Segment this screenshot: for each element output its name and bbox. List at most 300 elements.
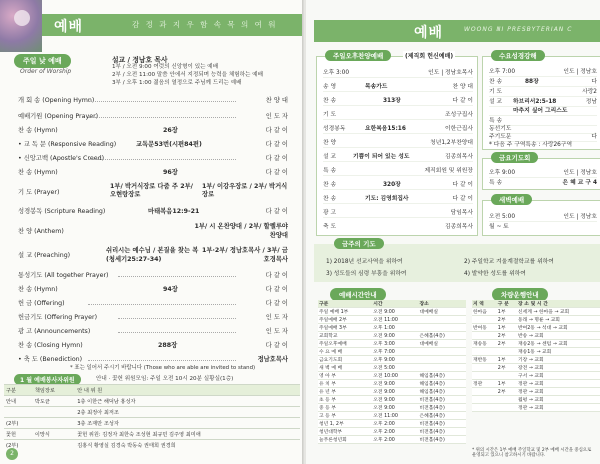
row-detail: 313장 — [383, 98, 401, 104]
table-cell: 은혜홀(4층) — [419, 332, 466, 340]
order-row — [18, 167, 288, 177]
order-label: 주일 낮 예배 — [14, 54, 71, 68]
table-cell: 영 아 부 — [318, 372, 372, 380]
table-cell: 청년 1, 2부 — [318, 420, 372, 428]
table-cell: 오전 9:00 — [372, 404, 418, 412]
order-item: 광 고 (Announcements) — [18, 328, 91, 335]
left-header — [42, 14, 304, 36]
order-person: 1부/ 이강우장로 / 2부/ 박거식장로 — [202, 183, 288, 198]
table-cell: 새 벽 예 배 — [318, 364, 372, 372]
row-key: 오후 7:00 — [489, 69, 516, 75]
table-cell: 금요기도회 — [318, 356, 372, 364]
row-person: 은 혜 교 구 4 — [562, 180, 597, 186]
table-cell: 청년대학부 — [318, 428, 372, 436]
table-row — [318, 372, 466, 380]
table-cell: 비전홀(4층) — [419, 428, 466, 436]
order-item: 찬 송 (Hymn) — [18, 286, 58, 293]
order-item: 통성기도 (All together Prayer) — [18, 272, 109, 279]
service-row — [489, 221, 597, 231]
table-cell: 교회학교 — [318, 332, 372, 340]
order-label-en: Order of Worship — [20, 68, 72, 75]
table-row — [318, 436, 466, 444]
table-head-cell: 안 내 위 원 — [75, 385, 300, 396]
table-cell: 2부 — [497, 340, 517, 348]
table-cell: 주일오후예배 — [318, 340, 372, 348]
row-person: 다 같 이 — [452, 98, 473, 104]
table-cell: 기장 → 교회 — [517, 356, 600, 364]
table-cell: 오후 1:00 — [372, 324, 418, 332]
table-cell: 1부 — [497, 324, 517, 332]
order-row — [18, 125, 288, 135]
table-cell: 월평 → 교회 — [517, 396, 600, 404]
table-cell — [472, 388, 497, 396]
prayer-item: 4) 발약한 성도를 위하여 — [464, 271, 526, 277]
table-row — [472, 388, 600, 396]
prayer-item: 1) 2018년 선교사역을 위하여 — [326, 259, 403, 265]
service-line-2: 2부 / 오전 11:00 말씀 안에서 지정되며 능력을 체험하는 예배 — [112, 72, 264, 78]
table-cell: 오전 9:00 — [372, 396, 418, 404]
order-item: 예배기원 (Opening Prayer) — [18, 113, 99, 120]
row-detail: 88장 — [525, 79, 539, 85]
table-cell: 오전 11:00 — [372, 412, 418, 420]
table-row — [4, 429, 300, 440]
service-row — [323, 179, 473, 190]
dawn-label: 새벽예배 — [491, 194, 532, 205]
order-row — [18, 284, 288, 294]
service-row — [323, 207, 473, 218]
table-cell: 정관 → 교회 — [517, 380, 600, 388]
table-header-row — [318, 300, 466, 308]
order-item: 찬 송 (Hymn) — [18, 169, 58, 176]
dawn-box — [482, 196, 600, 236]
table-cell — [33, 440, 75, 451]
table-cell: 유 치 부 — [318, 380, 372, 388]
order-person: 정남호목사 — [257, 356, 288, 363]
row-key: 찬 송 — [323, 196, 337, 202]
volunteer-note: 안내 · 꽃헌 위원모임: 주일 오전 10시 20분 실황실(1층) — [96, 376, 234, 382]
table-head-cell: 구 분 — [497, 300, 517, 308]
table-cell: 해임홀(4층) — [419, 380, 466, 388]
table-row — [318, 364, 466, 372]
table-cell — [4, 407, 33, 418]
service-line-3: 3부 / 오후 1:00 젊음의 열정으로 주님께 드리는 예배 — [112, 80, 242, 86]
table-row — [318, 332, 466, 340]
row-key: * 다음 주 구역특송 : 사랑26구역 — [489, 142, 573, 148]
table-cell: 오후 9:00 — [372, 356, 418, 364]
table-cell: 2부 — [497, 316, 517, 324]
table-cell: 늘푸른청년회 — [318, 436, 372, 444]
row-key: 성경봉독 — [323, 126, 346, 132]
table-cell: 중 등 부 — [318, 404, 372, 412]
table-cell — [472, 396, 497, 404]
table-cell — [419, 364, 466, 372]
table-cell: 오후 2:00 — [372, 420, 418, 428]
table-row — [472, 396, 600, 404]
row-key: 찬 양 — [323, 140, 337, 146]
order-person: 1부·2부/ 정남호목사 / 3부/ 금호경목사 — [202, 247, 288, 263]
order-row — [18, 326, 288, 336]
table-cell: 초 등 부 — [318, 396, 372, 404]
row-person: 청년1,2부찬양대 — [430, 140, 473, 146]
service-row — [323, 109, 473, 120]
row-person: 제직회원 및 위원장 — [424, 168, 473, 174]
row-person: 담임목사 — [450, 210, 473, 216]
schedule-table — [318, 300, 466, 444]
order-detail: 288장 — [158, 342, 178, 349]
table-head-cell: 시간 — [372, 300, 418, 308]
prayer-box — [314, 240, 600, 282]
row-person: 김종희목사 — [445, 154, 473, 160]
row-person: 인도 | 정남호 — [563, 170, 597, 176]
table-cell: 비전홀(4층) — [419, 396, 466, 404]
order-person: 다 같 이 — [265, 155, 288, 162]
order-row — [18, 183, 288, 203]
row-key: 동선기도 — [489, 126, 512, 132]
left-header-title: 예배 — [54, 19, 84, 35]
table-cell: 오전 9:00 — [372, 388, 418, 396]
table-cell: 은혜홀(4층) — [419, 412, 466, 420]
row-key: 특 송 — [489, 180, 503, 186]
row-person: 다 — [591, 79, 597, 85]
row-person: 인도 | 정남호 — [563, 69, 597, 75]
service-row — [323, 221, 473, 231]
table-head-cell: 장소 — [419, 300, 466, 308]
friday-label: 금요기도회 — [491, 152, 538, 163]
table-cell: 오전 9:00 — [372, 332, 418, 340]
table-head-cell: 책임장로 — [33, 385, 75, 396]
order-person: 인 도 자 — [265, 314, 288, 321]
table-cell — [419, 356, 466, 364]
row-detail: 요한복음15:16 — [365, 126, 406, 132]
order-person: 다 같 이 — [265, 127, 288, 134]
service-row — [489, 177, 597, 187]
table-cell — [472, 332, 497, 340]
table-cell — [33, 418, 75, 429]
right-header-title: 예배 — [414, 25, 444, 41]
table-cell: 박도균 — [33, 396, 75, 407]
table-row — [4, 418, 300, 429]
service-row — [323, 165, 473, 176]
table-cell: 재송동 — [472, 340, 497, 348]
order-detail: 마태복음12:9-21 — [148, 208, 200, 215]
order-person: 다 같 이 — [265, 208, 288, 215]
order-row — [18, 340, 288, 350]
prayer-label: 금주의 기도 — [334, 238, 384, 249]
table-row — [318, 316, 466, 324]
order-row — [18, 206, 288, 216]
table-cell: 비전홀(4층) — [419, 404, 466, 412]
row-key: 찬 송 — [323, 182, 337, 188]
table-cell: 장전 → 교회 — [517, 364, 600, 372]
table-cell: 주일예배 3부 — [318, 324, 372, 332]
table-header-row — [472, 300, 600, 308]
table-cell: 이망식 — [33, 429, 75, 440]
table-head-cell: 구분 — [318, 300, 372, 308]
table-cell — [419, 316, 466, 324]
table-row — [318, 412, 466, 420]
table-cell — [497, 348, 517, 356]
table-cell: 반여동 — [472, 324, 497, 332]
table-cell — [472, 348, 497, 356]
table-row — [318, 308, 466, 316]
table-row — [472, 364, 600, 372]
order-detail: 96장 — [163, 169, 178, 176]
table-cell: 1부 — [497, 356, 517, 364]
table-row — [318, 340, 466, 348]
table-cell: 해임홀(4층) — [419, 388, 466, 396]
row-person: 조성구집사 — [445, 112, 473, 118]
table-row — [472, 348, 600, 356]
row-person: 김종희목사 — [445, 224, 473, 230]
left-header-subtitle: 감 정 과 지 우 함 속 목 의 여 워 — [132, 20, 278, 29]
order-row — [18, 270, 288, 280]
sermon-head: 설교 / 정남호 목사 — [112, 56, 168, 64]
right-header — [314, 20, 600, 42]
row-key: 축 도 — [323, 224, 337, 230]
table-cell: 1부 — [497, 380, 517, 388]
wednesday-label: 수요성경강해 — [491, 50, 545, 61]
ministry-label: 차량운행안내 — [492, 288, 548, 301]
table-cell: 안내 — [4, 396, 33, 407]
table-row — [318, 388, 466, 396]
order-row — [18, 139, 288, 149]
order-detail: 26장 — [163, 127, 178, 134]
evening-service-box — [316, 52, 478, 236]
row-key: 기 도 — [323, 112, 337, 118]
page-number: 2 — [6, 448, 18, 460]
row-person: 다 — [591, 134, 597, 140]
table-cell: 2부 — [497, 388, 517, 396]
table-cell: 재반동 — [472, 356, 497, 364]
order-row — [18, 222, 288, 242]
row-person: 찬 양 대 — [452, 84, 473, 90]
order-person: 인 도 자 — [265, 113, 288, 120]
table-row — [318, 324, 466, 332]
table-cell: 고 등 부 — [318, 412, 372, 420]
row-key: 기 도 — [489, 89, 503, 95]
table-cell: 주일예배 2부 — [318, 316, 372, 324]
order-detail: 쉬리시는 예수님 / 본질을 찾는 복 (청세기25:27-34) — [106, 247, 199, 263]
order-item: • 교 독 문 (Responsive Reading) — [18, 141, 117, 148]
table-row — [318, 404, 466, 412]
table-cell: 오전 9:00 — [372, 308, 418, 316]
table-cell: 2부 — [497, 332, 517, 340]
table-row — [472, 356, 600, 364]
volunteer-table — [4, 384, 300, 450]
table-cell: 주일 예배 1부 — [318, 308, 372, 316]
schedule-label: 예배시간안내 — [330, 288, 386, 301]
row-key: 특 송 — [489, 118, 503, 124]
right-header-subtitle: WOONG ⅢI PRESBYTERIAN C — [464, 26, 573, 33]
table-row — [4, 396, 300, 407]
table-row — [318, 420, 466, 428]
table-cell: 김홍식 황영실 김경숙 박동숙 권태희 권경희 — [75, 440, 300, 451]
service-row — [323, 67, 473, 78]
service-line-1: 1부 / 오전 9:00 여럿의 신앙형이 있는 예배 — [112, 64, 219, 70]
row-detail: 320장 — [383, 182, 401, 188]
table-cell: 2층 최정아 최저조 — [75, 407, 300, 418]
order-person: 다 같 이 — [265, 286, 288, 293]
table-cell: 3층 조재만 조성자 — [75, 418, 300, 429]
service-time: 오후 3:00 — [323, 70, 350, 76]
table-row — [472, 404, 600, 412]
table-cell: 오후 3:00 — [372, 340, 418, 348]
table-cell: (2부) — [4, 418, 33, 429]
order-row — [18, 298, 288, 308]
table-cell: 비전홀(4층) — [419, 436, 466, 444]
flower-photo — [0, 0, 42, 52]
row-detail: 마추지 싶어 그리스도 — [513, 108, 568, 114]
service-row — [323, 123, 473, 134]
prayer-item: 3) 성도들의 심령 부흥을 위하여 — [326, 271, 407, 277]
row-key: 설 교 — [489, 99, 503, 105]
table-cell: 오전 11:00 — [372, 316, 418, 324]
order-person: 다 같 이 — [265, 300, 288, 307]
order-item: 성경봉독 (Scripture Reading) — [18, 208, 106, 215]
row-key: 설 교 — [323, 154, 337, 160]
row-key: 찬 송 — [323, 98, 337, 104]
table-cell — [419, 324, 466, 332]
table-cell: 정관 — [472, 380, 497, 388]
table-row — [472, 316, 600, 324]
table-cell: 정관 → 교회 — [517, 388, 600, 396]
order-person: 다 같 이 — [265, 342, 288, 349]
table-cell: 반여2동 → 석대 → 교회 — [517, 324, 600, 332]
row-key: 주기도문 — [489, 134, 512, 140]
service-row — [323, 81, 473, 92]
table-cell: 2부 — [497, 364, 517, 372]
prayer-item: 2) 주일학교 겨울계절학교를 위하여 — [464, 259, 554, 265]
order-item: 찬 송 (Closing Hymn) — [18, 342, 83, 349]
table-cell: 비전홀(4층) — [419, 420, 466, 428]
row-person: 이한근집사 — [445, 126, 473, 132]
right-page — [306, 0, 600, 464]
row-person: 다 같 이 — [452, 182, 473, 188]
row-person: 다 같 이 — [452, 196, 473, 202]
table-cell — [472, 404, 497, 412]
table-cell — [472, 364, 497, 372]
table-row — [318, 348, 466, 356]
row-detail: 기도: 김영희집사 — [365, 196, 409, 202]
order-row — [18, 153, 288, 163]
table-cell: 1부 — [497, 308, 517, 316]
service-row — [323, 137, 473, 148]
table-cell: 오전 10:00 — [372, 372, 418, 380]
table-row — [472, 332, 600, 340]
table-cell: 반송 → 교회 — [517, 332, 600, 340]
order-detail: 94장 — [163, 286, 178, 293]
table-cell: 오후 2:00 — [372, 428, 418, 436]
order-item: 찬 양 (Anthem) — [18, 228, 64, 235]
friday-box — [482, 154, 600, 190]
table-cell: 꽃헌 — [4, 429, 33, 440]
table-row — [4, 440, 300, 451]
table-row — [318, 428, 466, 436]
table-cell — [419, 348, 466, 356]
table-head-cell: 장 소 및 시 간 — [517, 300, 600, 308]
table-cell: 유 년 부 — [318, 388, 372, 396]
table-row — [472, 380, 600, 388]
order-person: 다 같 이 — [265, 141, 288, 148]
order-person: 인 도 자 — [265, 328, 288, 335]
table-row — [318, 396, 466, 404]
row-detail: 기쁨이 되어 있는 성도 — [353, 154, 410, 160]
table-cell: 구서 → 교회 — [517, 372, 600, 380]
table-cell: 오후 7:00 — [372, 348, 418, 356]
table-head-cell: 지 역 — [472, 300, 497, 308]
table-cell: 한마음 — [472, 308, 497, 316]
order-item: 기 도 (Prayer) — [18, 189, 60, 196]
service-leader: 인도 | 정남호목사 — [428, 70, 473, 76]
service-row — [323, 193, 473, 204]
order-detail: 교독문53번(시편84편) — [136, 141, 202, 148]
row-detail: 목송가드 — [365, 84, 388, 90]
wednesday-box — [482, 52, 600, 150]
row-key: 오전 5:00 — [489, 214, 516, 220]
table-row — [472, 324, 600, 332]
order-item: 개 회 송 (Opening Hymn) — [18, 97, 95, 104]
table-cell — [472, 372, 497, 380]
order-person: 다 같 이 — [265, 272, 288, 279]
table-cell: 수 요 예 배 — [318, 348, 372, 356]
order-row — [18, 312, 288, 322]
table-cell: 대예배실 — [419, 308, 466, 316]
table-cell: 오전 9:00 — [372, 380, 418, 388]
table-row — [318, 380, 466, 388]
table-cell: 재송2동 → 센텀 → 교회 — [517, 340, 600, 348]
table-row — [318, 356, 466, 364]
ministry-footnote: * 위의 시간은 1부 예배 주일학교 및 2부 예배 시간을 중심으로 운영되고 있으니 참고하시기 바랍니다. — [472, 448, 592, 458]
order-row — [18, 246, 288, 266]
table-cell: 정관 → 교회 — [517, 404, 600, 412]
order-item: 설 교 (Preaching) — [18, 252, 71, 259]
evening-service-label: 주일오후찬양예배 — [325, 50, 391, 61]
row-key: 광 고 — [323, 210, 337, 216]
order-person: 다 같 이 — [265, 169, 288, 176]
evening-service-subtitle: (제직회 헌신예배) — [405, 53, 454, 60]
table-cell — [497, 372, 517, 380]
row-person: 정남 — [585, 99, 597, 105]
table-row — [4, 407, 300, 418]
table-row — [472, 340, 600, 348]
ministry-table — [472, 300, 600, 412]
table-head-cell: 구분 — [4, 385, 33, 396]
order-item: • 축 도 (Benediction) — [18, 356, 83, 363]
row-key: 오후 9:00 — [489, 170, 516, 176]
service-row — [489, 139, 597, 149]
row-key: 찬 송 — [489, 79, 503, 85]
row-person: 인도 | 정남호 — [563, 214, 597, 220]
order-row — [18, 111, 288, 121]
table-cell: 대예배실 — [419, 340, 466, 348]
order-item: 헌금기도 (Offering Prayer) — [18, 314, 98, 321]
row-detail: 하브리서2:5-18 — [513, 99, 557, 105]
stand-note: * 표는 일어서 주시기 바랍니다 (Those who are able are invited to stand) — [70, 365, 256, 371]
table-cell: 해임홀(4층) — [419, 372, 466, 380]
order-item: • 신앙고백 (Apostle's Creed) — [18, 155, 105, 162]
table-cell: 동래 → 명륜 → 교회 — [517, 316, 600, 324]
service-row — [323, 151, 473, 162]
table-header-row — [4, 385, 300, 396]
table-cell — [497, 396, 517, 404]
table-row — [472, 372, 600, 380]
volunteer-label: 1 월 예배봉사자위원 — [14, 374, 81, 385]
row-person: 사랑2 — [582, 89, 597, 95]
table-cell — [472, 316, 497, 324]
table-cell: 오전 5:00 — [372, 364, 418, 372]
row-key: 월 ~ 토 — [489, 224, 509, 230]
table-cell: 꽃헌 위원: 김정자 최한숙 조성현 최규민 김주영 최미애 — [75, 429, 300, 440]
